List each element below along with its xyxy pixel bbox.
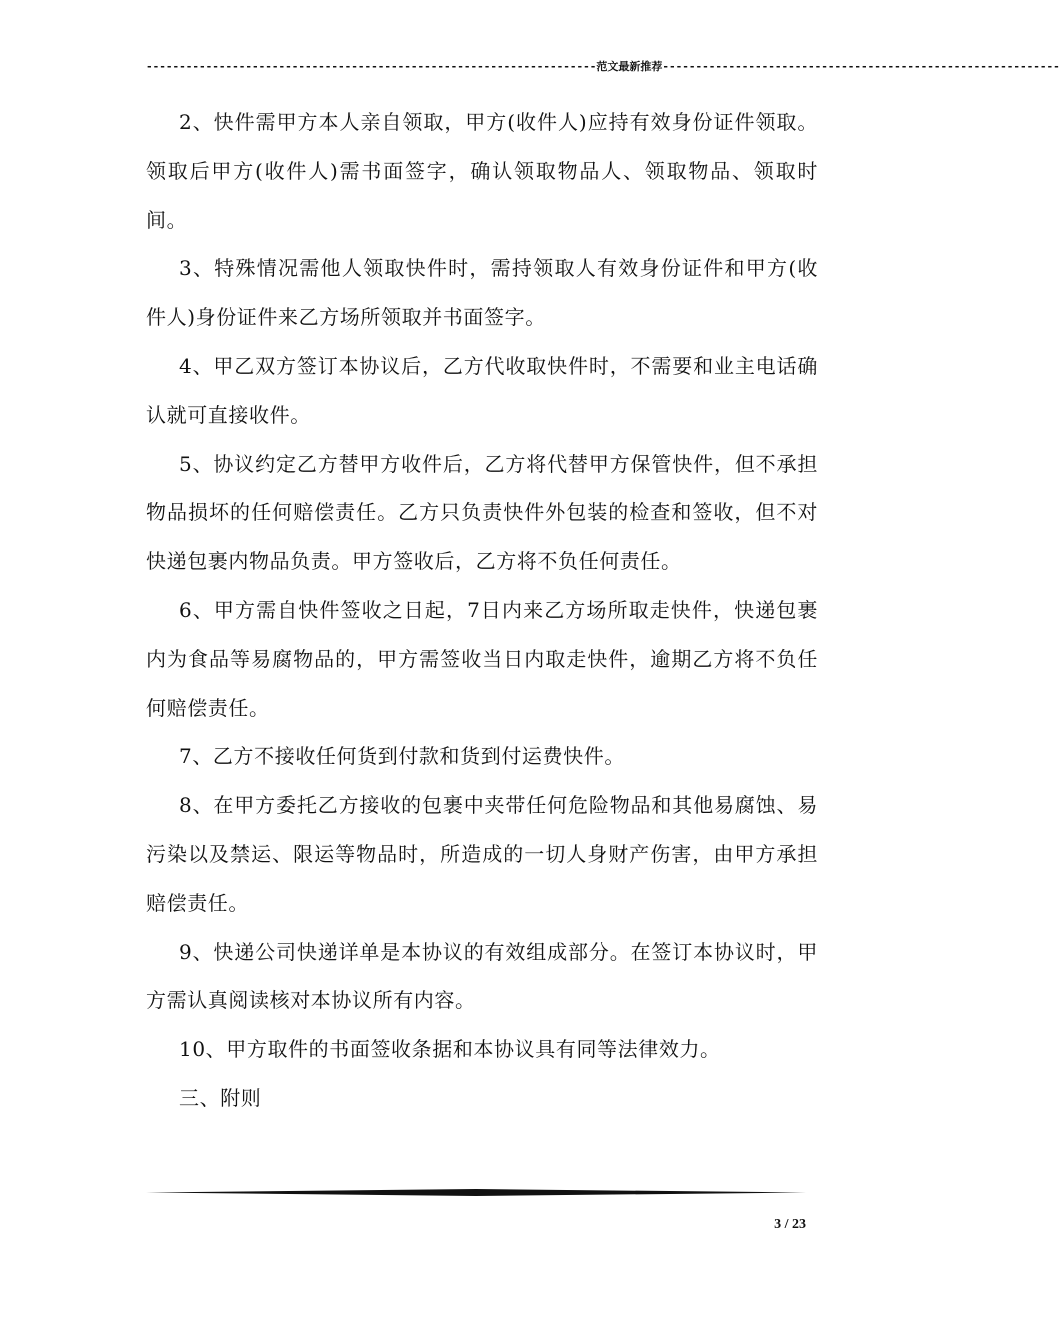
clause-2: 2、快件需甲方本人亲自领取，甲方(收件人)应持有效身份证件领取。领取后甲方(收件人)需书面签字，确认领取物品人、领取物品、领取时间。 xyxy=(146,110,818,232)
clause-9: 9、快递公司快递详单是本协议的有效组成部分。在签订本协议时，甲方需认真阅读核对本协议所有内容。 xyxy=(146,939,818,1013)
clause-6: 6、甲方需自快件签收之日起，7日内来乙方场所取走快件，快递包裹内为食品等易腐物品的，甲方需签收当日内取走快件，逾期乙方将不负任何赔偿责任。 xyxy=(146,597,818,720)
clause-4: 4、甲乙双方签订本协议后，乙方代收取快件时，不需要和业主电话确认就可直接收件。 xyxy=(146,353,818,427)
clause-7: 7、乙方不接收任何货到付款和货到付运费快件。 xyxy=(179,744,625,769)
clause-10: 10、甲方取件的书面签收条据和本协议具有同等法律效力。 xyxy=(179,1037,721,1062)
clause-5: 5、协议约定乙方替甲方收件后，乙方将代替甲方保管快件，但不承担物品损坏的任何赔偿责任。乙方只负责快件外包装的检查和签收，但不对快递包裹内物品负责。甲方签收后，乙方将不负任何责任。 xyxy=(146,451,818,574)
section-heading-appendix: 三、附则 xyxy=(179,1085,262,1110)
document-body xyxy=(146,98,818,1123)
footer-divider xyxy=(146,1189,806,1196)
page-header: --------------------------------------------------------------------范文最新推荐------------------------------------------------------------ xyxy=(146,60,1060,73)
clause-3: 3、特殊情况需他人领取快件时，需持领取人有效身份证件和甲方(收件人)身份证件来乙方场所领取并书面签字。 xyxy=(146,256,818,330)
clause-8: 8、在甲方委托乙方接收的包裹中夹带任何危险物品和其他易腐蚀、易污染以及禁运、限运等物品时，所造成的一切人身财产伤害，由甲方承担赔偿责任。 xyxy=(146,793,818,915)
page-number: 3 / 23 xyxy=(774,1217,806,1232)
